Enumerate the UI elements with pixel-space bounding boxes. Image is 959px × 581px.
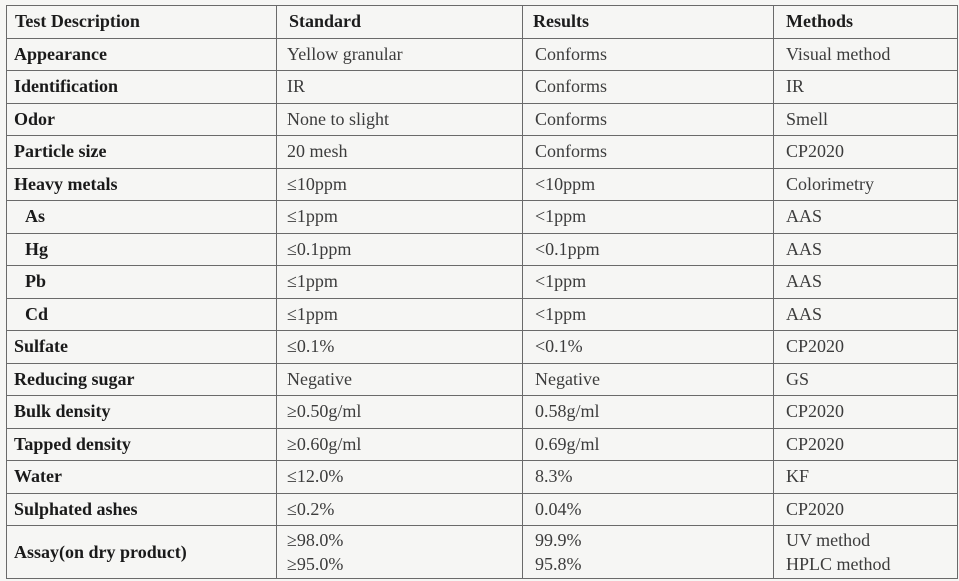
test-description-cell: Bulk density — [7, 396, 277, 429]
header-test-description: Test Description — [7, 6, 277, 39]
result-cell: 8.3% — [523, 461, 774, 494]
table-row — [7, 103, 958, 136]
table-row — [7, 233, 958, 266]
result-cell: <0.1% — [523, 331, 774, 364]
method-cell: Smell — [774, 103, 958, 136]
specification-table — [6, 5, 958, 579]
result-cell: <10ppm — [523, 168, 774, 201]
test-description-cell: Sulphated ashes — [7, 493, 277, 526]
table-row — [7, 71, 958, 104]
table-row — [7, 266, 958, 299]
result-cell: <0.1ppm — [523, 233, 774, 266]
test-description-cell: Assay(on dry product) — [7, 526, 277, 579]
standard-cell: ≤10ppm — [277, 168, 523, 201]
header-standard: Standard — [277, 6, 523, 39]
standard-cell: IR — [277, 71, 523, 104]
header-methods: Methods — [774, 6, 958, 39]
test-description-cell: Particle size — [7, 136, 277, 169]
result-cell — [523, 526, 774, 579]
test-description-cell: Hg — [7, 233, 277, 266]
method-cell: CP2020 — [774, 493, 958, 526]
method-cell: KF — [774, 461, 958, 494]
header-row — [7, 6, 958, 39]
standard-cell: ≥0.50g/ml — [277, 396, 523, 429]
method-cell: AAS — [774, 201, 958, 234]
assay-result-hplc: 95.8% — [535, 554, 582, 574]
method-cell: Colorimetry — [774, 168, 958, 201]
assay-method-hplc: HPLC method — [786, 554, 891, 574]
table-row — [7, 38, 958, 71]
assay-method-uv: UV method — [786, 530, 871, 550]
standard-cell: ≤1ppm — [277, 298, 523, 331]
standard-cell: ≤1ppm — [277, 266, 523, 299]
test-description-cell: Reducing sugar — [7, 363, 277, 396]
standard-cell: None to slight — [277, 103, 523, 136]
test-description-cell: Appearance — [7, 38, 277, 71]
table-row — [7, 136, 958, 169]
table-row — [7, 298, 958, 331]
table-row — [7, 331, 958, 364]
table-row — [7, 363, 958, 396]
method-cell — [774, 526, 958, 579]
standard-cell: 20 mesh — [277, 136, 523, 169]
table-row — [7, 493, 958, 526]
table-row — [7, 428, 958, 461]
result-cell: 0.69g/ml — [523, 428, 774, 461]
header-results: Results — [523, 6, 774, 39]
standard-cell — [277, 526, 523, 579]
assay-result-uv: 99.9% — [535, 530, 582, 550]
method-cell: CP2020 — [774, 396, 958, 429]
result-cell: Conforms — [523, 71, 774, 104]
result-cell: Conforms — [523, 103, 774, 136]
table-row — [7, 396, 958, 429]
standard-cell: ≤0.2% — [277, 493, 523, 526]
test-description-cell: Sulfate — [7, 331, 277, 364]
table-row — [7, 201, 958, 234]
standard-cell: ≤0.1ppm — [277, 233, 523, 266]
test-description-cell: Heavy metals — [7, 168, 277, 201]
table-row — [7, 461, 958, 494]
method-cell: GS — [774, 363, 958, 396]
result-cell: Conforms — [523, 136, 774, 169]
method-cell: CP2020 — [774, 428, 958, 461]
standard-cell: ≤12.0% — [277, 461, 523, 494]
test-description-cell: Pb — [7, 266, 277, 299]
standard-cell: ≤1ppm — [277, 201, 523, 234]
table-row — [7, 168, 958, 201]
result-cell: Conforms — [523, 38, 774, 71]
standard-cell: ≥0.60g/ml — [277, 428, 523, 461]
assay-row — [7, 526, 958, 579]
assay-standard-uv: ≥98.0% — [287, 530, 344, 550]
standard-cell: Negative — [277, 363, 523, 396]
method-cell: AAS — [774, 266, 958, 299]
test-description-cell: Cd — [7, 298, 277, 331]
test-description-cell: As — [7, 201, 277, 234]
standard-cell: Yellow granular — [277, 38, 523, 71]
method-cell: Visual method — [774, 38, 958, 71]
result-cell: 0.58g/ml — [523, 396, 774, 429]
method-cell: AAS — [774, 233, 958, 266]
method-cell: CP2020 — [774, 136, 958, 169]
result-cell: 0.04% — [523, 493, 774, 526]
test-description-cell: Tapped density — [7, 428, 277, 461]
standard-cell: ≤0.1% — [277, 331, 523, 364]
method-cell: CP2020 — [774, 331, 958, 364]
test-description-cell: Water — [7, 461, 277, 494]
result-cell: <1ppm — [523, 266, 774, 299]
test-description-cell: Identification — [7, 71, 277, 104]
method-cell: IR — [774, 71, 958, 104]
method-cell: AAS — [774, 298, 958, 331]
test-description-cell: Odor — [7, 103, 277, 136]
result-cell: <1ppm — [523, 298, 774, 331]
result-cell: <1ppm — [523, 201, 774, 234]
result-cell: Negative — [523, 363, 774, 396]
assay-standard-hplc: ≥95.0% — [287, 554, 344, 574]
